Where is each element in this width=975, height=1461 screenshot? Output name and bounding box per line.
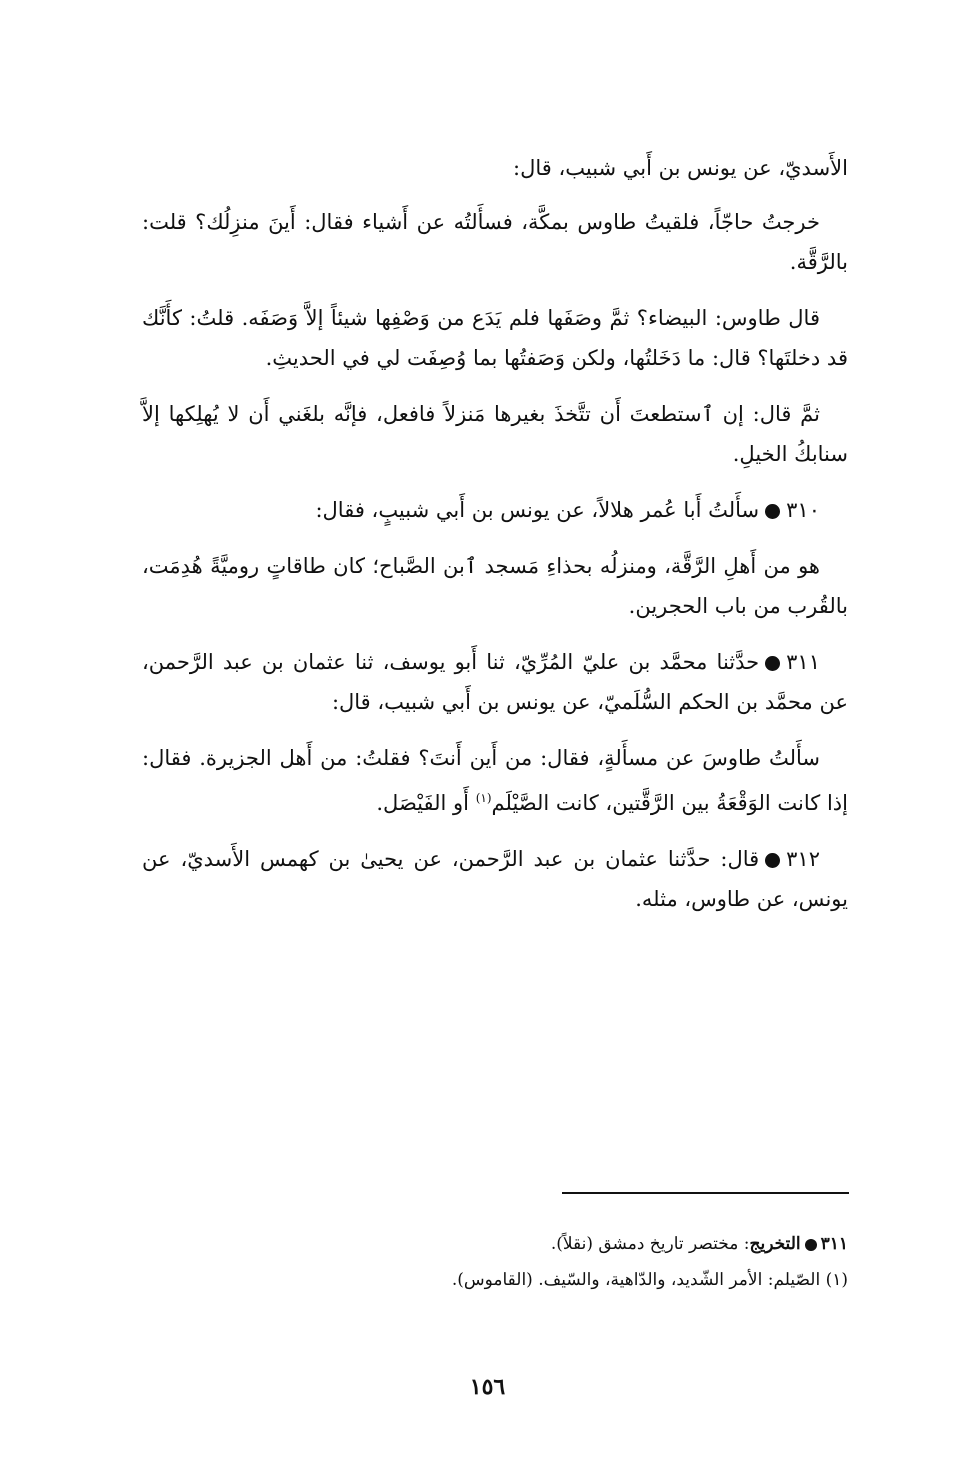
- hadith-number: ٣١٠: [786, 498, 820, 522]
- paragraph: ثمَّ قال: إن ٱستطعتَ أَن تتَّخذَ بغيرها مَنزلاً فافعل، فإنَّه بلغَني أَن لا يُهلِكها إلاَّ سنابكُ الخيلِ.: [142, 402, 848, 466]
- page-number: ١٥٦: [469, 1374, 506, 1400]
- hadith-311: [142, 642, 848, 722]
- main-text: [142, 148, 848, 935]
- paragraph: [142, 738, 848, 823]
- bullet-icon: [765, 504, 780, 519]
- footnote-takhrij: [142, 1226, 848, 1262]
- footnote-ref: (١): [475, 791, 492, 805]
- footnotes: [142, 1226, 848, 1298]
- footnote-label: التخريج: [749, 1234, 801, 1254]
- footnote-number: ٣١١: [820, 1234, 848, 1254]
- bullet-icon: [765, 853, 780, 868]
- hadith-number: ٣١١: [786, 650, 820, 674]
- paragraph: هو من أَهلِ الرَّقَّة، ومنزلُه بحذاءِ مَسجد ٱبن الصَّباح؛ كان طاقاتٍ روميَّةً هُدِمَت، بالقُرب من باب الحجرين.: [142, 554, 848, 618]
- footnote-text: : مختصر تاريخ دمشق (نقلاً).: [550, 1234, 750, 1254]
- hadith-310: [142, 490, 848, 530]
- paragraph-text: سأَلتُ طاوسَ عن مسأَلةٍ، فقال: من أَين أَنتَ؟ فقلتُ: من أَهل الجزيرة. فقال: إذا كانت الوَقْعَةُ بين الرَّقَّتين، كانت الصَّيْلَم: [142, 746, 848, 815]
- bullet-icon: [805, 1239, 817, 1251]
- footnote-divider: [562, 1192, 849, 1194]
- hadith-text: سأَلتُ أَبا عُمر هلالاً، عن يونس بن أَبي شبيبٍ، فقال:: [315, 498, 760, 522]
- footnote-1: (١) الصّيلم: الأمر الشّديد، والدّاهية، والسّيف. (القاموس).: [451, 1270, 848, 1290]
- intro-line: الأَسديّ، عن يونس بن أَبي شبيب، قال:: [513, 156, 848, 180]
- hadith-number: ٣١٢: [786, 847, 820, 871]
- paragraph: قال طاوس: البيضاء؟ ثمَّ وصَفَها فلم يَدَع من وَصْفِها شيئاً إلاَّ وَصَفَه. قلتُ: كأَنَّك قد دخلتَها؟ قال: ما دَخَلتُها، ولكن وَصَفتُها بما وُصِفَت لي في الحديثِ.: [142, 306, 848, 370]
- paragraph: خرجتُ حاجّاً، فلقيتُ طاوس بمكَّة، فسأَلتُه عن أَشياء فقال: أَينَ منزِلُك؟ قلت: بالرَّقَّة.: [142, 210, 848, 274]
- hadith-text: قال: حدَّثنا عثمان بن عبد الرَّحمن، عن يحيىٰ بن كهمس الأَسديّ، عن يونس، عن طاوس، مثله.: [142, 847, 848, 911]
- bullet-icon: [765, 656, 780, 671]
- hadith-312: [142, 839, 848, 919]
- hadith-text: حدَّثنا محمَّد بن عليّ المُرِّيّ، ثنا أَبو يوسف، ثنا عثمان بن عبد الرَّحمن، عن محمَّد بن الحكم السُّلَميّ، عن يونس بن أَبي شبيب، قال:: [142, 650, 848, 714]
- paragraph-text: أَو الفَيْصَل.: [376, 791, 469, 815]
